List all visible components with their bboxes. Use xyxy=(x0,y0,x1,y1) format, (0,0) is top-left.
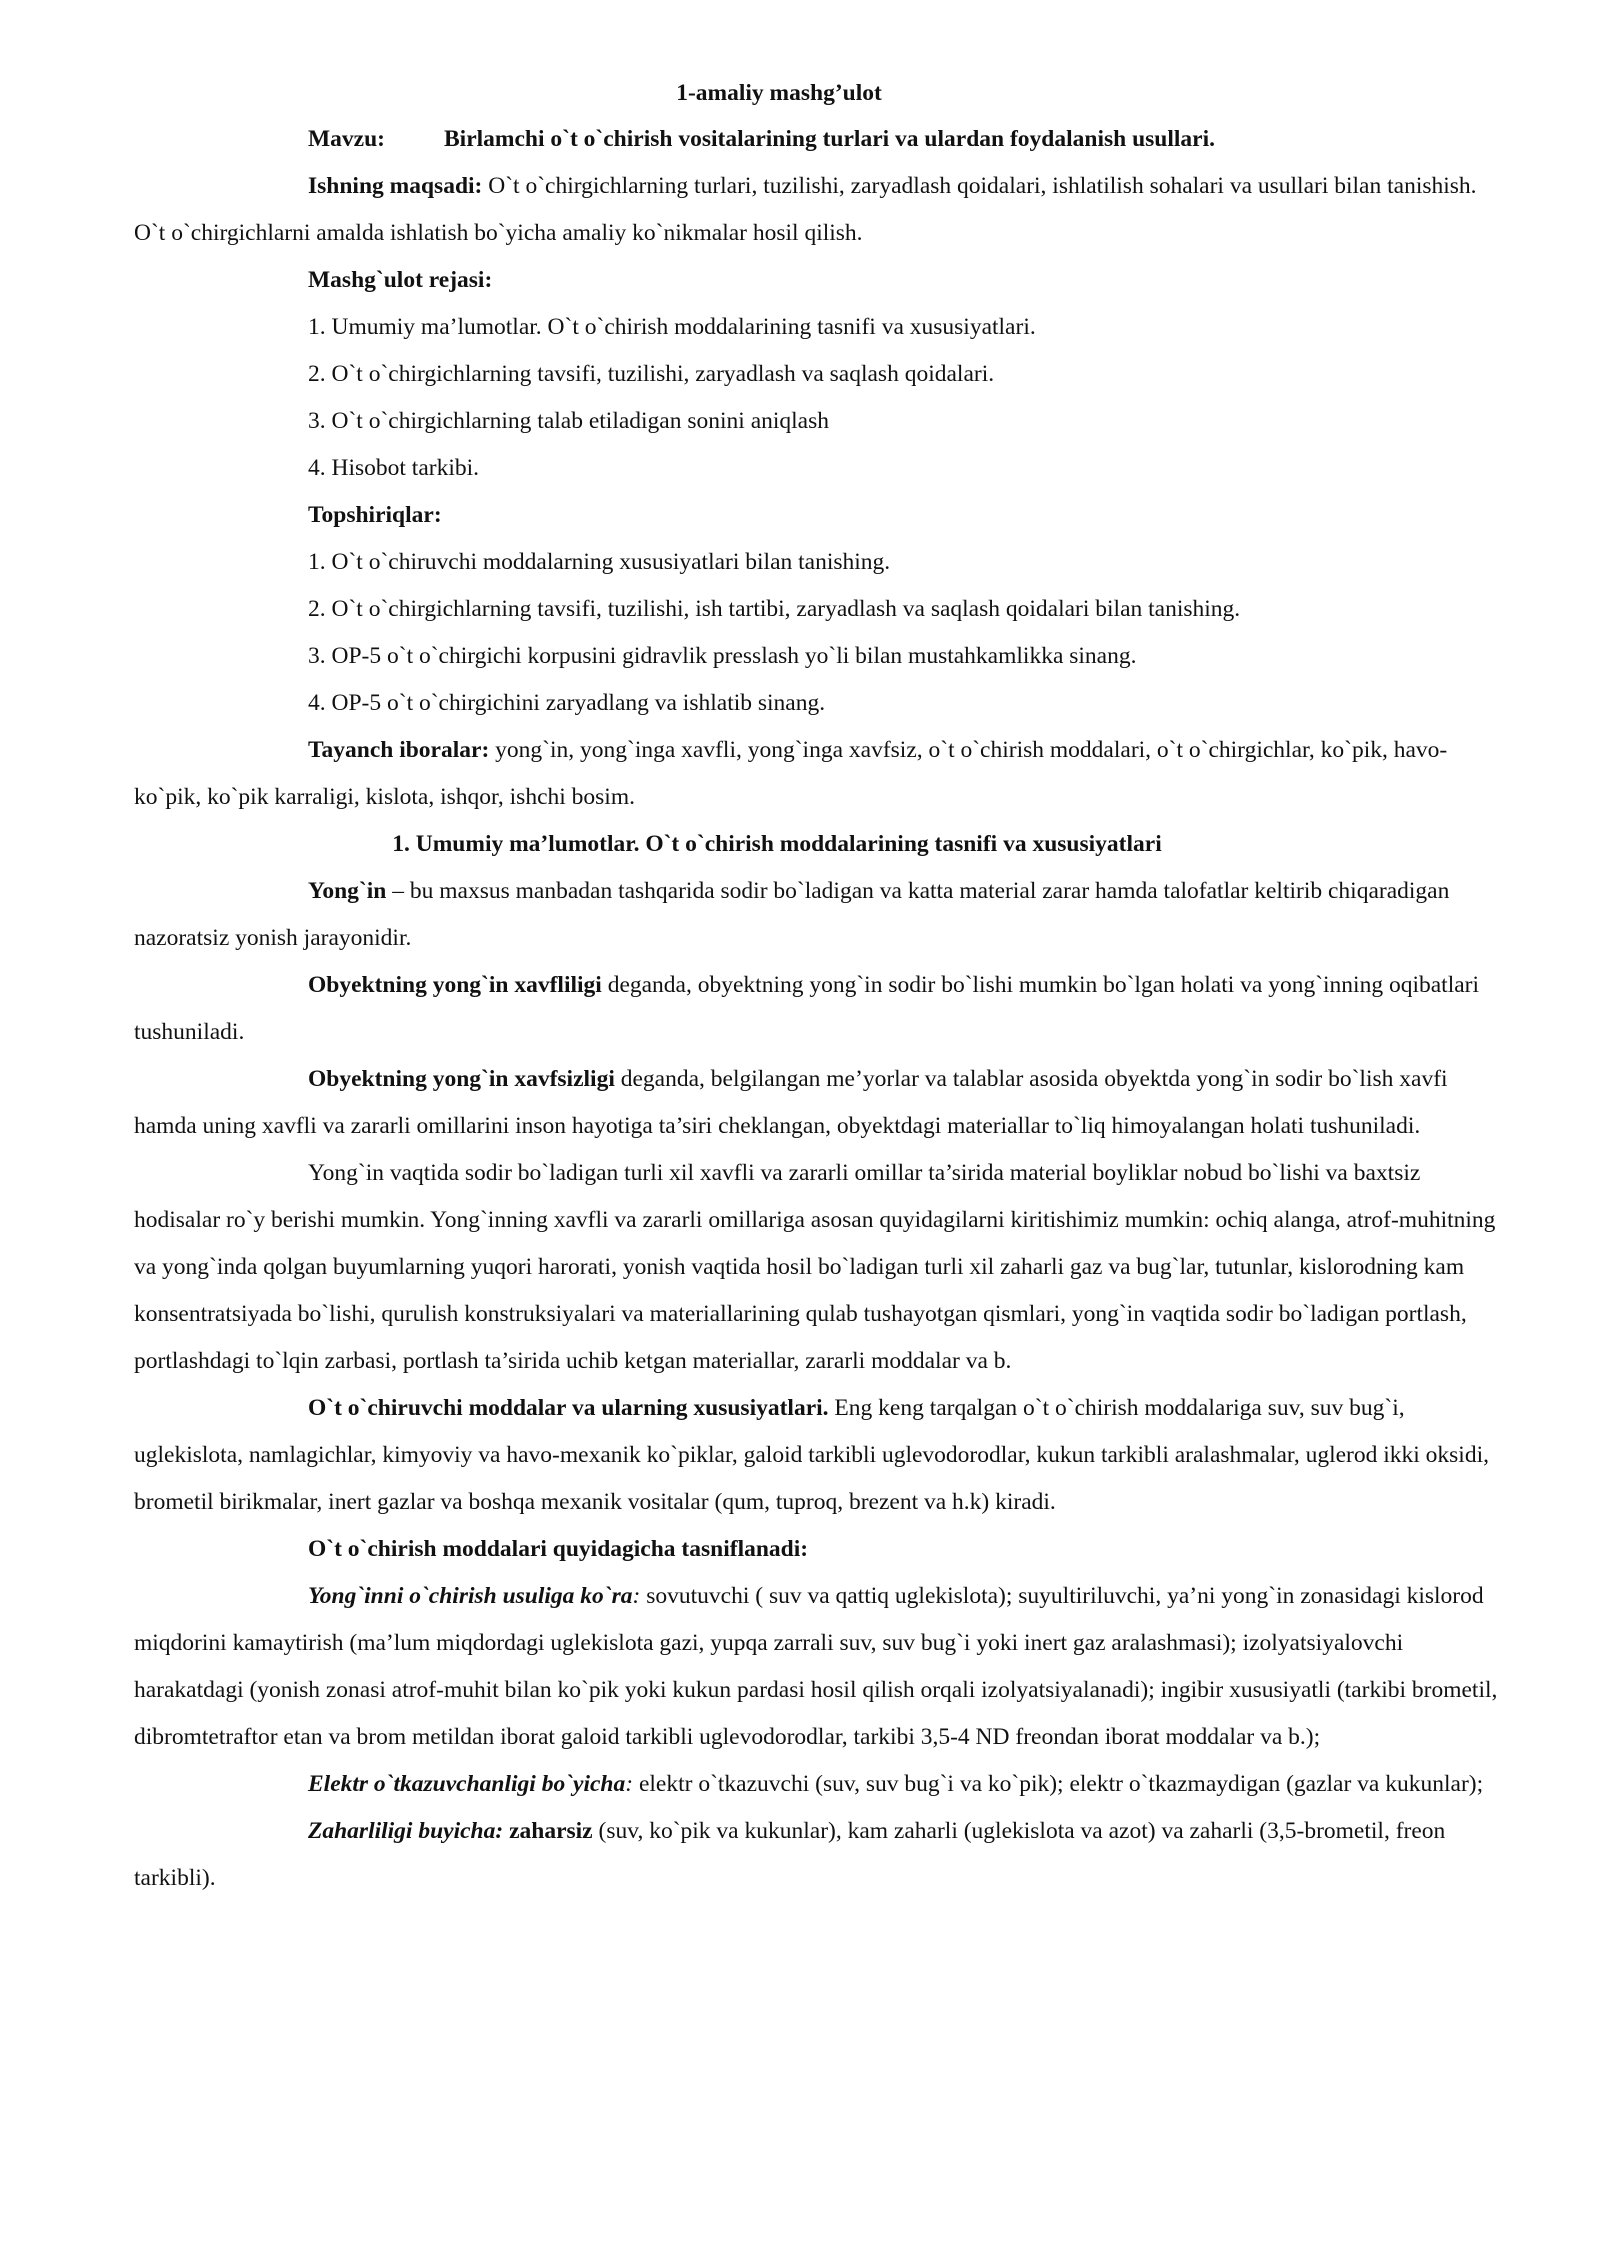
keywords-label: Tayanch iboralar: xyxy=(308,737,490,763)
agents-term: O`t o`chiruvchi moddalar va ularning xususiyatlari. xyxy=(308,1395,829,1421)
method-classification xyxy=(134,1573,1500,1761)
method-colon: : xyxy=(632,1583,641,1609)
task-item: 2. O`t o`chirgichlarning tavsifi, tuzilishi, ish tartibi, zaryadlash va saqlash qoidalari bilan tanishing. xyxy=(308,596,1241,622)
goal-paragraph xyxy=(134,163,1500,257)
method-term: Yong`inni o`chirish usuliga ko`ra xyxy=(308,1583,633,1609)
keywords-paragraph xyxy=(134,727,1500,821)
plan-item: 2. O`t o`chirgichlarning tavsifi, tuzilishi, zaryadlash va saqlash qoidalari. xyxy=(308,361,995,387)
fire-term: Yong`in xyxy=(308,878,387,904)
electric-classification xyxy=(134,1761,1500,1808)
safety-text: deganda, belgilangan me’yorlar va talablar asosida obyektda yong`in sodir bo`lish xavfi hamda uning xavfli va zararli omillarini inson hayotiga ta’siri cheklangan, obyektdagi materiallar to`liq himoyalangan holati tushuniladi. xyxy=(134,1066,1448,1139)
fire-text: – bu maxsus manbadan tashqarida sodir bo`ladigan va katta material zarar hamda talofatlar keltirib chiqaradigan nazoratsiz yonish jarayonidir. xyxy=(134,878,1450,951)
goal-text: O`t o`chirgichlarning turlari, tuzilishi, zaryadlash qoidalari, ishlatilish sohalari va usullari bilan tanishish. O`t o`chirgichlarni amalda ishlatish bo`yicha amaliy ko`nikmalar hosil qilish. xyxy=(134,173,1477,246)
topic-text: Birlamchi o`t o`chirish vositalarining turlari va ulardan foydalanish usullari. xyxy=(444,126,1216,152)
topic-label: Mavzu: xyxy=(308,126,386,152)
task-item: 1. O`t o`chiruvchi moddalarning xususiyatlari bilan tanishing. xyxy=(308,549,891,575)
plan-heading: Mashg`ulot rejasi: xyxy=(308,267,493,293)
toxicity-classification xyxy=(134,1808,1500,1902)
keywords-text: yong`in, yong`inga xavfli, yong`inga xavfsiz, o`t o`chirish moddalari, o`t o`chirgichlar, ko`pik, havo-ko`pik, ko`pik karraligi, kislota, ishqor, ishchi bosim. xyxy=(134,737,1448,810)
task-item: 3. OP-5 o`t o`chirgichi korpusini gidravlik presslash yo`li bilan mustahkamlikka sinang. xyxy=(308,643,1137,669)
fire-definition xyxy=(134,868,1500,962)
electric-colon: : xyxy=(625,1771,634,1797)
hazard-text: deganda, obyektning yong`in sodir bo`lishi mumkin bo`lgan holati va yong`inning oqibatlari tushuniladi. xyxy=(134,972,1480,1045)
electric-text: elektr o`tkazuvchi (suv, suv bug`i va ko`pik); elektr o`tkazmaydigan (gazlar va kukunlar); xyxy=(633,1771,1484,1797)
safety-term: Obyektning yong`in xavfsizligi xyxy=(308,1066,615,1092)
agents-paragraph xyxy=(134,1385,1500,1526)
method-text: sovutuvchi ( suv va qattiq uglekislota); suyultiriluvchi, ya’ni yong`in zonasidagi kislorod miqdorini kamaytirish (ma’lum miqdordagi uglekislota gazi, yupqa zarrali suv, suv bug`i yoki inert gaz aralashmasi); izolyatsiyalovchi harakatdagi (yonish zonasi atrof-muhit bilan ko`pik yoki kukun pardasi hosil qilish orqali izolyatsiyalanadi); ingibir xususiyatli (tarkibi brometil, dibromtetraftor etan va brom metildan iborat galoid tarkibli uglevodorodlar, tarkibi 3,5-4 ND freondan iborat moddalar va b.); xyxy=(134,1583,1498,1750)
plan-item: 3. O`t o`chirgichlarning talab etiladigan sonini aniqlash xyxy=(308,408,830,434)
goal-label: Ishning maqsadi: xyxy=(308,173,483,199)
toxic-text: (suv, ko`pik va kukunlar), kam zaharli (uglekislota va azot) va zaharli (3,5-brometil, freon tarkibli). xyxy=(134,1818,1446,1891)
hazard-definition xyxy=(134,962,1500,1056)
safety-definition xyxy=(134,1056,1500,1150)
plan-item: 4. Hisobot tarkibi. xyxy=(308,455,480,481)
hazard-term: Obyektning yong`in xavfliligi xyxy=(308,972,602,998)
document-title: 1-amaliy mashg’ulot xyxy=(676,80,882,106)
toxic-bold: zaharsiz xyxy=(503,1818,593,1844)
agents-text: Eng keng tarqalgan o`t o`chirish moddalariga suv, suv bug`i, uglekislota, namlagichlar, kimyoviy va havo-mexanik ko`piklar, galoid tarkibli uglevodorodlar, kukun tarkibli aralashmalar, uglerod ikki oksidi, brometil birikmalar, inert gazlar va boshqa mexanik vositalar (qum, tuproq, brezent va h.k) kiradi. xyxy=(134,1395,1489,1515)
plan-item: 1. Umumiy ma’lumotlar. O`t o`chirish moddalarining tasnifi va xususiyatlari. xyxy=(308,314,1036,340)
task-item: 4. OP-5 o`t o`chirgichini zaryadlang va ishlatib sinang. xyxy=(308,690,826,716)
document-body xyxy=(134,163,1500,1902)
tasks-heading: Topshiriqlar: xyxy=(308,502,442,528)
electric-term: Elektr o`tkazuvchanligi bo`yicha xyxy=(308,1771,626,1797)
topic-line xyxy=(308,116,1215,163)
section-title: 1. Umumiy ma’lumotlar. O`t o`chirish moddalarining tasnifi va xususiyatlari xyxy=(392,831,1162,857)
classification-heading: O`t o`chirish moddalari quyidagicha tasniflanadi: xyxy=(308,1536,809,1562)
toxic-term: Zaharliligi buyicha: xyxy=(308,1818,504,1844)
factors-paragraph: Yong`in vaqtida sodir bo`ladigan turli xil xavfli va zararli omillar ta’sirida material boyliklar nobud bo`lishi va baxtsiz hodisalar ro`y berishi mumkin. Yong`inning xavfli va zararli omillariga asosan quyidagilarni kiritishimiz mumkin: ochiq alanga, atrof-muhitning va yong`inda qolgan buyumlarning yuqori harorati, yonish vaqtida hosil bo`ladigan turli xil zaharli gaz va bug`lar, tutunlar, kislorodning kam konsentratsiyada bo`lishi, qurulish konstruksiyalari va materiallarining qulab tushayotgan qismlari, yong`in vaqtida sodir bo`ladigan portlash, portlashdagi to`lqin zarbasi, portlash ta’sirida uchib ketgan materiallar, zararli moddalar va b. xyxy=(134,1160,1496,1374)
